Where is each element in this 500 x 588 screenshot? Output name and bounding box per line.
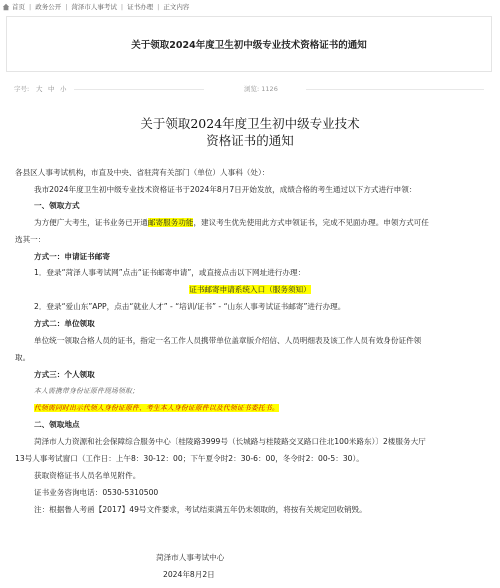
home-icon	[2, 3, 10, 11]
font-size-label: 字号:	[14, 85, 30, 93]
method1-step1: 1．登录“菏泽人事考试网”点击“证书邮寄申请”，或直接点击以下网址进行办理：	[34, 268, 306, 277]
address-line1: 菏泽市人力资源和社会保障综合服务中心〔桂陵路3999号（长城路与桂陵路交叉路口往北100米路东）〕2楼服务大厅	[34, 437, 426, 446]
breadcrumb-government[interactable]: 政务公开	[35, 3, 62, 11]
heading-location: 二、领取地点	[34, 420, 80, 429]
highlight-proxy: 代领需同时出示代领人身份证原件、考生本人身份证原件以及代领证书委托书。	[34, 404, 279, 412]
page-title: 关于领取2024年度卫生初中级专业技术资格证书的通知	[131, 40, 367, 51]
mail-system-entry	[0, 285, 500, 295]
mail-system-link[interactable]: 证书邮寄申请系统入口（服务须知）	[189, 285, 311, 294]
method2-title: 方式二：单位领取	[34, 319, 95, 328]
method3-handwritten-proxy	[34, 403, 279, 413]
paragraph-intro: 我市2024年度卫生初中级专业技术资格证书于2024年8月7日开始发放，成绩合格的考生通过以下方式进行申领：	[34, 185, 417, 194]
paragraph-choose: 选其一：	[15, 235, 46, 244]
text: ，建议考生优先使用此方式申领证书，完成不见面办理。申领方式可任	[193, 218, 429, 227]
breadcrumb-exam[interactable]: 菏泽市人事考试	[71, 3, 117, 11]
highlight-mail-service: 邮寄服务功能	[147, 218, 194, 227]
article-meta	[14, 84, 484, 96]
method2-text-line2: 取。	[15, 353, 31, 362]
breadcrumb-separator: |	[120, 2, 124, 11]
method3-title: 方式三：个人领取	[34, 370, 95, 379]
consult-phone: 证书业务咨询电话：0530-5310500	[34, 488, 159, 497]
divider	[74, 89, 204, 90]
address-line2: 13号人事考试窗口（工作日：上午8：30-12：00；下午夏令时2：30-6：00，冬令时2：00-5：30）。	[15, 454, 364, 463]
method1-step2: 2．登录“爱山东”APP，点击“就业人才” - “培训/证书” - “山东人事考试证书邮寄”进行办理。	[34, 302, 346, 311]
attachment-note: 获取资格证书人员名单见附件。	[34, 471, 141, 480]
text: 为方便广大考生，证书业务已开通	[34, 218, 148, 227]
signature-org: 菏泽市人事考试中心	[156, 553, 225, 562]
doc-title-line1: 关于领取2024年度卫生初中级专业技术	[140, 116, 360, 131]
method3-handwritten-self: 本人需携带身份证原件现场领取；	[34, 387, 139, 395]
font-size-large-button[interactable]: 大	[36, 85, 43, 93]
breadcrumb	[0, 0, 500, 13]
font-size-medium-button[interactable]: 中	[48, 85, 55, 93]
breadcrumb-current: 正文内容	[163, 3, 190, 11]
method2-text-line1: 单位统一领取合格人员的证书，指定一名工作人员携带单位盖章版介绍信、人员明细表及该工作人员有效身份证件领	[34, 336, 422, 345]
retention-note: 注：根据鲁人考函【2017】49号文件要求，考试结束满五年仍未领取的，将按有关规定回收销毁。	[34, 505, 367, 514]
signature-date: 2024年8月2日	[163, 570, 215, 579]
paragraph-mail-intro	[34, 218, 429, 228]
breadcrumb-separator: |	[29, 2, 32, 11]
breadcrumb-separator: |	[157, 2, 160, 11]
breadcrumb-certificate[interactable]: 证书办理	[127, 3, 154, 11]
heading-method: 一、领取方式	[34, 201, 80, 210]
breadcrumb-separator: |	[65, 2, 68, 11]
divider	[306, 89, 484, 90]
font-size-small-button[interactable]: 小	[60, 85, 67, 93]
view-count-value: 1126	[261, 85, 278, 93]
method1-title: 方式一：申请证书邮寄	[34, 252, 110, 261]
salutation: 各县区人事考试机构，市直及中央、省驻菏有关部门（单位）人事科（处）：	[15, 168, 270, 177]
view-count	[244, 84, 278, 93]
page-title-box	[6, 16, 492, 72]
doc-title-line2: 资格证书的通知	[206, 133, 294, 148]
view-count-label: 浏览:	[244, 85, 260, 93]
breadcrumb-home[interactable]: 首页	[12, 3, 25, 11]
